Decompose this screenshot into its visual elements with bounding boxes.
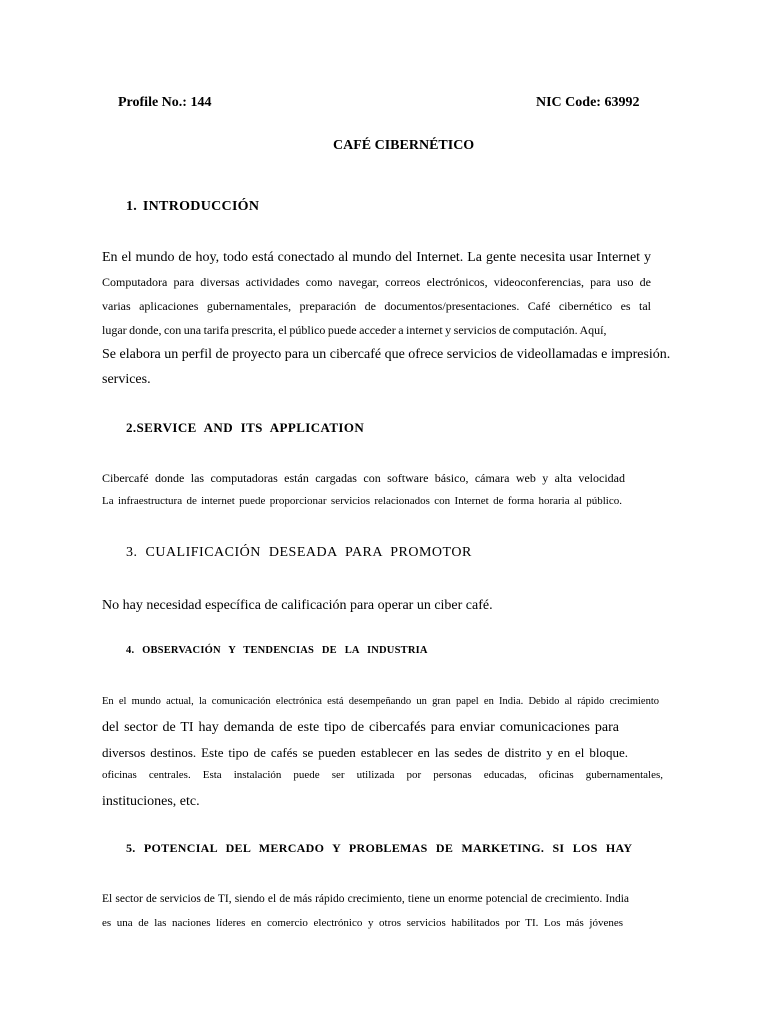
profile-number: Profile No.: 144 bbox=[118, 95, 212, 110]
nic-code: NIC Code: 63992 bbox=[536, 95, 640, 110]
section-4-line-1: En el mundo actual, la comunicación electrónica está desempeñando un gran papel en India. Debido al rápido crecimiento bbox=[102, 696, 659, 707]
document-title: CAFÉ CIBERNÉTICO bbox=[333, 138, 475, 153]
section-2-line-1: Cibercafé donde las computadoras están cargadas con software básico, cámara web y alta velocidad bbox=[102, 471, 625, 485]
section-1-line-1: En el mundo de hoy, todo está conectado al mundo del Internet. La gente necesita usar Internet y bbox=[102, 250, 651, 265]
section-1-line-4: lugar donde, con una tarifa prescrita, el público puede acceder a internet y servicios de computación. Aquí, bbox=[102, 323, 607, 337]
section-1-line-6: services. bbox=[102, 372, 151, 387]
section-5-line-1: El sector de servicios de TI, siendo el de más rápido crecimiento, tiene un enorme potencial de crecimiento. India bbox=[102, 893, 629, 905]
section-1-line-5: Se elabora un perfil de proyecto para un cibercafé que ofrece servicios de videollamadas e impresión. bbox=[102, 347, 671, 362]
section-3-heading: 3. CUALIFICACIÓN DESEADA PARA PROMOTOR bbox=[126, 545, 472, 560]
section-4-line-2: del sector de TI hay demanda de este tipo de cibercafés para enviar comunicaciones para bbox=[102, 720, 619, 735]
section-5-line-2: es una de las naciones líderes en comercio electrónico y otros servicios habilitados por TI. Los más jóvenes bbox=[102, 917, 623, 929]
section-5-heading: 5. POTENCIAL DEL MERCADO Y PROBLEMAS DE MARKETING. SI LOS HAY bbox=[126, 841, 633, 855]
section-4-line-3: diversos destinos. Este tipo de cafés se pueden establecer en las sedes de distrito y en el bloque. bbox=[102, 745, 628, 760]
section-3-line-1: No hay necesidad específica de calificación para operar un ciber café. bbox=[102, 598, 493, 613]
section-2-line-2: La infraestructura de internet puede proporcionar servicios relacionados con Internet de forma horaria al público. bbox=[102, 495, 622, 507]
section-1-line-3: varias aplicaciones gubernamentales, preparación de documentos/presentaciones. Café cibernético es tal bbox=[102, 299, 651, 313]
section-2-heading: 2.SERVICE AND ITS APPLICATION bbox=[126, 420, 365, 435]
section-1-heading: 1. INTRODUCCIÓN bbox=[126, 199, 260, 214]
section-1-line-2: Computadora para diversas actividades como navegar, correos electrónicos, videoconferencias, para uso de bbox=[102, 275, 651, 289]
section-4-line-4: oficinas centrales. Esta instalación puede ser utilizada por personas educadas, oficinas gubernamentales, bbox=[102, 769, 663, 781]
section-4-heading: 4. OBSERVACIÓN Y TENDENCIAS DE LA INDUSTRIA bbox=[126, 645, 428, 656]
section-4-line-5: instituciones, etc. bbox=[102, 794, 200, 809]
